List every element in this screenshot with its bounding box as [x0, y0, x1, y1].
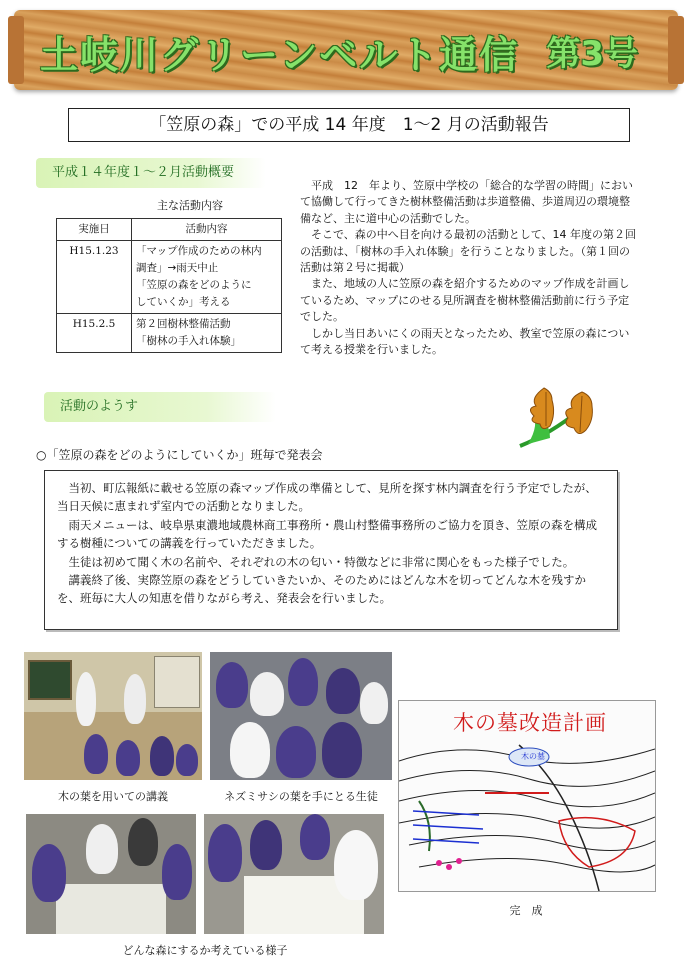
row-content-line: 「樹林の手入れ体験」	[136, 335, 241, 347]
row-content-line: 第２回樹林整備活動	[136, 318, 231, 330]
intro-paragraph: しかし当日あいにくの雨天となったため、教室で笠原の森について考える授業を行いました。	[300, 326, 630, 357]
caption-bamboo: ネズミサシの葉を手にとる生徒	[224, 790, 378, 803]
oak-leaf-icon	[510, 384, 610, 454]
issue-number: 第3号	[546, 34, 638, 74]
column-header-content: 活動内容	[132, 219, 282, 241]
report-title: 「笠原の森」での平成 14 年度 1～2 月の活動報告	[68, 108, 630, 142]
photo-group-discussion	[26, 814, 196, 934]
row-content	[132, 314, 282, 353]
activity-report-box	[44, 470, 618, 630]
presentation-heading: ○「笠原の森をどのようにしていくか」班毎で発表会	[36, 448, 323, 462]
newsletter-title: 土岐川グリーンベルト通信	[40, 33, 520, 77]
photo-lecture	[24, 652, 202, 780]
row-content	[132, 241, 282, 314]
map-marker-label: 木の墓	[521, 752, 545, 761]
row-date: H15.2.5	[57, 314, 132, 353]
activity-paragraph: 当初、町広報紙に載せる笠原の森マップ作成の準備として、見所を探す林内調査を行う予定でしたが、当日天候に恵まれず室内での活動となりました。	[57, 481, 597, 514]
activity-paragraph: 雨天メニューは、岐阜県東濃地域農林商工事務所・農山村整備事務所のご協力を頂き、笠原の森を構成する樹種についての講義を行っていただきました。	[57, 517, 598, 551]
photo-drawing	[204, 814, 384, 934]
activity-paragraph: 生徒は初めて聞く木の名前や、それぞれの木の匂い・特徴などに非常に関心をもった様子でした。	[68, 554, 575, 569]
photo-students-leaves	[210, 652, 392, 780]
intro-paragraph: また、地域の人に笠原の森を紹介するためのマップ作成を計画しているため、マップにのせる見所調査を樹林整備活動前に行う予定でした。	[300, 277, 630, 324]
caption-complete: 完 成	[509, 904, 543, 917]
overview-section-label: 平成１４年度１～２月活動概要	[36, 158, 266, 188]
table-caption: 主な活動内容	[157, 199, 223, 212]
activity-section-label: 活動のようす	[44, 392, 276, 422]
table-row	[57, 314, 282, 353]
intro-paragraph: 平成 12 年より、笠原中学校の「総合的な学習の時間」において協働して行ってきた樹林整備活動は歩道整備、歩道周辺の環境整備など、主に道中心の活動でした。	[300, 179, 633, 225]
map-contours	[399, 701, 655, 891]
column-header-date: 実施日	[57, 219, 132, 241]
caption-lecture: 木の葉を用いての講義	[58, 790, 168, 803]
row-content-line: していくか」考える	[136, 296, 231, 308]
intro-paragraph: そこで、森の中へ目を向ける最初の活動として、14 年度の第２回の活動は、「樹林の手入れ体験」を行うことなりました。（第１回の活動は第２号に掲載）	[300, 228, 637, 275]
table-header-row	[57, 219, 282, 241]
row-content-line: 「マップ作成のための林内	[136, 245, 262, 257]
masthead-banner	[14, 10, 678, 90]
intro-text	[300, 178, 640, 358]
map-title: 木の墓改造計画	[453, 711, 607, 735]
caption-thinking: どんな森にするか考えている様子	[122, 944, 288, 957]
row-content-line: 「笠原の森をどのように	[136, 279, 252, 291]
row-date: H15.1.23	[57, 241, 132, 314]
forest-plan-map	[398, 700, 656, 892]
activity-schedule-table	[56, 218, 282, 353]
row-content-line: 調査」→雨天中止	[136, 262, 219, 274]
table-row	[57, 241, 282, 314]
activity-paragraph: 講義終了後、実際笠原の森をどうしていきたいか、そのためにはどんな木を切ってどんな木を残すかを、班毎に大人の知恵を借りながら考え、発表会を行いました。	[57, 573, 586, 606]
